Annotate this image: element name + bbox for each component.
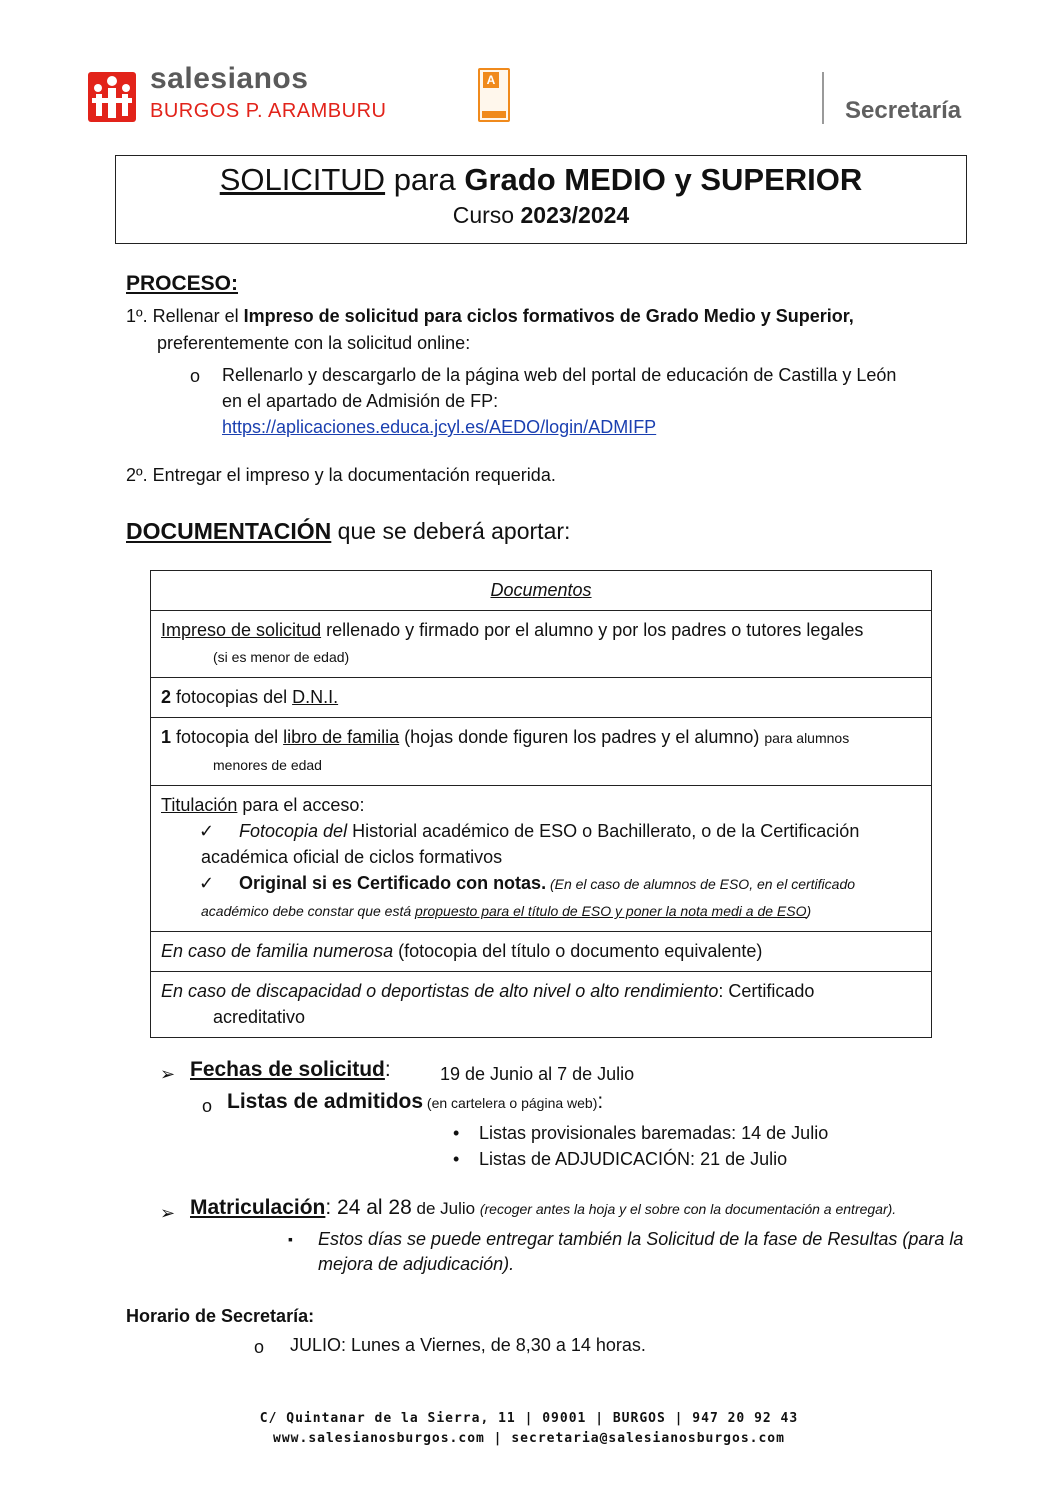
quality-badge-icon: A xyxy=(478,68,510,122)
listas-note: (en cartelera o página web) xyxy=(423,1095,598,1111)
fechas-title: Fechas de solicitud xyxy=(190,1058,385,1081)
step1-form-name: Impreso de solicitud para ciclos formativos de Grado Medio y Superior, xyxy=(243,306,854,326)
row5-text: (fotocopia del título o documento equivalente) xyxy=(393,941,763,961)
sub-bullet-icon: o xyxy=(190,366,201,386)
logo-name: salesianos xyxy=(150,62,309,95)
row4-note-cont: académico debe constar que está xyxy=(201,903,416,919)
row1-text: rellenado y firmado por el alumno y por los padres o tutores legales xyxy=(321,620,864,640)
step1-line1 xyxy=(126,303,958,329)
course-year: 2023/2024 xyxy=(520,202,630,228)
dot-icon: • xyxy=(453,1123,460,1143)
step1-number: 1º. xyxy=(126,306,148,326)
matricula-note: (recoger antes la hoja y el sobre con la documentación a entregar). xyxy=(479,1201,897,1217)
table-header xyxy=(151,571,931,610)
table-row xyxy=(151,717,931,785)
footer-address: C/ Quintanar de la Sierra, 11 | 09001 | BURGOS | 947 20 92 43 xyxy=(259,1411,799,1426)
step2 xyxy=(126,462,556,488)
row4-original: Original si es Certificado con notas. xyxy=(239,873,547,893)
table-row xyxy=(151,677,931,717)
fechas-label xyxy=(190,1058,391,1082)
page-title xyxy=(116,162,966,198)
row4-note-underlined: propuesto para el título de ESO y poner la nota medi a de ESO xyxy=(415,903,807,919)
fechas-colon: : xyxy=(384,1058,391,1081)
row4-fotocopia: Fotocopia del xyxy=(239,821,353,841)
listas-title: Listas de admitidos xyxy=(227,1090,424,1113)
listas-item-1: Listas provisionales baremadas: 14 de Julio xyxy=(479,1123,829,1143)
documentacion-heading xyxy=(126,518,570,545)
matricula-sub-line2: mejora de adjudicación). xyxy=(318,1254,515,1274)
row3-libro: libro de familia xyxy=(283,727,400,747)
listas-colon: : xyxy=(597,1090,604,1113)
row6-title: En caso de discapacidad o deportistas de alto nivel o alto rendimiento xyxy=(161,981,719,1001)
check-icon: ✓ xyxy=(199,873,215,893)
documents-table xyxy=(150,570,932,1038)
logo-subtitle: BURGOS P. ARAMBURU xyxy=(150,100,387,122)
row2-dni: D.N.I. xyxy=(292,687,339,707)
row4-academica: académica oficial xyxy=(201,847,340,867)
proceso-heading: PROCESO: xyxy=(126,272,239,295)
step2-number: 2º. xyxy=(126,465,148,485)
square-bullet-icon: ▪ xyxy=(288,1231,293,1247)
documentacion-subtitle: que se deberá aportar: xyxy=(331,518,571,544)
row5-title: En caso de familia numerosa xyxy=(161,941,394,961)
step1-line2: preferentemente con la solicitud online: xyxy=(157,333,471,353)
row4-certificacion: Certificación xyxy=(760,821,860,841)
row4-title: Titulación xyxy=(161,795,238,815)
title-word-para: para xyxy=(385,162,465,197)
title-box xyxy=(115,155,967,244)
row4-note-end: ) xyxy=(806,903,812,919)
table-row xyxy=(151,785,931,931)
row3-note: para alumnos xyxy=(764,730,850,746)
row2-number: 2 xyxy=(161,687,172,707)
row4-text: para el acceso: xyxy=(237,795,365,815)
row4-historial: Historial académico xyxy=(352,821,510,841)
row3-detail: (hojas donde figuren los padres y el alumno) xyxy=(399,727,765,747)
arrow-icon: ➢ xyxy=(160,1064,176,1084)
listas-bullet-icon: o xyxy=(202,1096,213,1116)
row4-note: (En el caso de alumnos de ESO, en el certificado xyxy=(546,876,856,892)
documentacion-title: DOCUMENTACIÓN xyxy=(126,518,332,544)
title-word-solicitud: SOLICITUD xyxy=(219,162,386,197)
matricula-sub-line1: Estos días se puede entregar también la Solicitud de la fase de Resultas (para la xyxy=(318,1229,964,1249)
dot-icon: • xyxy=(453,1149,460,1169)
listas-line xyxy=(227,1090,603,1114)
fechas-value: 19 de Junio al 7 de Julio xyxy=(440,1064,635,1084)
table-row xyxy=(151,971,931,1037)
course-label: Curso xyxy=(452,202,521,228)
row4-ciclos: de ciclos formativos xyxy=(339,847,503,867)
title-grado: Grado MEDIO y SUPERIOR xyxy=(464,162,863,197)
horario-heading: Horario de Secretaría: xyxy=(126,1306,315,1326)
row4-eso: de ESO o Bachillerato, o de la xyxy=(509,821,761,841)
row3-text: fotocopia del xyxy=(171,727,284,747)
row3-number: 1 xyxy=(161,727,172,747)
matricula-line xyxy=(190,1196,896,1220)
table-row xyxy=(151,931,931,971)
row1-title: Impreso de solicitud xyxy=(161,620,322,640)
listas-item-2: Listas de ADJUDICACIÓN: 21 de Julio xyxy=(479,1149,788,1169)
matricula-month: de Julio xyxy=(411,1199,480,1218)
matricula-dates: : 24 al 28 xyxy=(325,1196,412,1219)
course-line xyxy=(116,202,966,229)
row2-text: fotocopias del xyxy=(171,687,293,707)
check-icon: ✓ xyxy=(199,821,215,841)
row6-text: : Certificado xyxy=(718,981,815,1001)
row3-note-cont: menores de edad xyxy=(213,757,322,773)
row6-cont: acreditativo xyxy=(213,1007,306,1027)
horario-bullet-icon: o xyxy=(254,1337,265,1357)
step1-text: Rellenar el xyxy=(152,306,244,326)
step2-text: Entregar el impreso y la documentación requerida. xyxy=(152,465,556,485)
logo-icon xyxy=(88,72,136,122)
row1-note: (si es menor de edad) xyxy=(213,649,350,665)
arrow-icon: ➢ xyxy=(160,1203,176,1223)
sub-line1: Rellenarlo y descargarlo de la página web del portal de educación de Castilla y León xyxy=(222,365,897,385)
header-divider xyxy=(822,72,824,124)
matricula-title: Matriculación xyxy=(190,1196,326,1219)
table-header-label: Documentos xyxy=(490,580,592,600)
department-label: Secretaría xyxy=(845,97,962,124)
footer-contact: www.salesianosburgos.com | secretaria@salesianosburgos.com xyxy=(273,1431,785,1446)
admission-link[interactable]: https://aplicaciones.educa.jcyl.es/AEDO/login/ADMIFP xyxy=(222,417,657,437)
horario-item: JULIO: Lunes a Viernes, de 8,30 a 14 horas. xyxy=(290,1335,646,1355)
sub-line2: en el apartado de Admisión de FP: xyxy=(222,391,499,411)
table-row xyxy=(151,610,931,677)
